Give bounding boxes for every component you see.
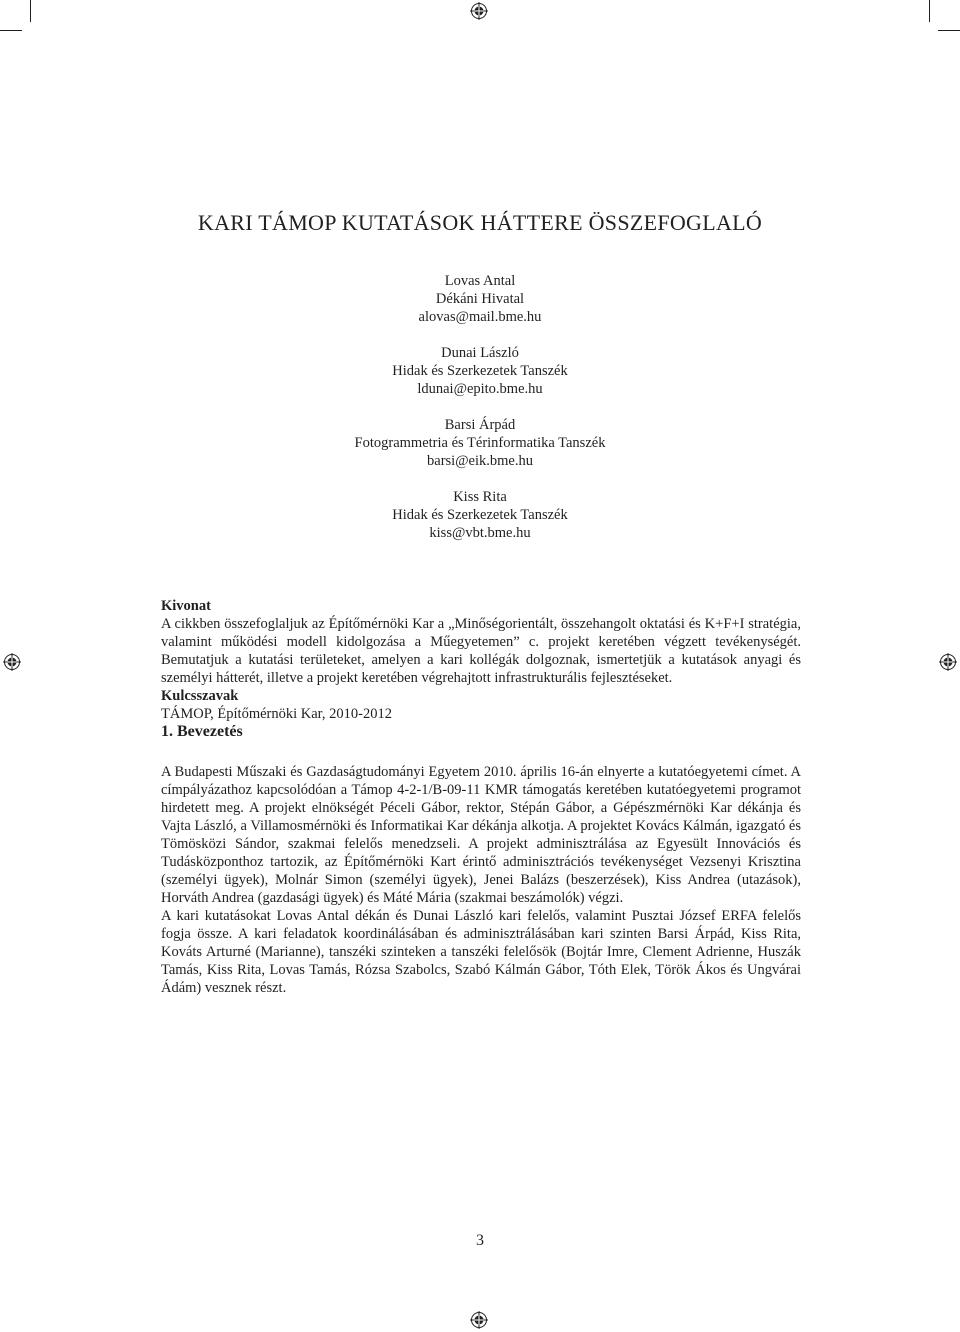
author-block bbox=[0, 344, 960, 398]
author-affiliation: Hidak és Szerkezetek Tanszék bbox=[392, 363, 568, 379]
paragraph: A Budapesti Műszaki és Gazdaságtudományi Egyetem 2010. április 16-án elnyerte a kutatóegyetemi címet. A címpályázathoz kapcsolódóan a Támop 4-2-1/B-09-11 KMR támogatás keretében kutatóegyetemi programot hirdetett meg. A projekt elnökségét Péceli Gábor, rektor, Stépán Gábor, a Gépészmérnöki Kar dékánja és Vajta László, a Villamosmérnöki és Informatikai Kar dékánja alkotja. A projektet Kovács Kálmán, igazgató és Tömösközi Sándor, szakmai felelős menedzseli. A projekt adminisztrálása az Egyesült Innovációs és Tudásközponthoz tartozik, az Építőmérnöki Kart érintő adminisztrációs tevékenységet Vezsenyi Krisztina (személyi ügyek), Molnár Simon (személyi ügyek), Jenei Balázs (beszerzések), Kiss Andrea (utazások), Horváth Andrea (gazdasági ügyek) és Máté Mária (szakmai beszámolók) végzi. bbox=[161, 764, 801, 906]
crop-mark bbox=[938, 30, 960, 31]
registration-mark-icon bbox=[3, 653, 21, 671]
section-heading: 1. Bevezetés bbox=[161, 723, 243, 740]
author-name: Lovas Antal bbox=[444, 273, 516, 289]
author-name: Barsi Árpád bbox=[444, 417, 516, 433]
author-name: Dunai László bbox=[441, 345, 519, 361]
crop-mark bbox=[0, 30, 22, 31]
abstract-heading: Kivonat bbox=[161, 598, 211, 614]
author-affiliation: Hidak és Szerkezetek Tanszék bbox=[392, 507, 568, 523]
crop-mark bbox=[30, 0, 31, 22]
author-email: ldunai@epito.bme.hu bbox=[417, 381, 543, 397]
section-body bbox=[161, 763, 801, 997]
main-content bbox=[161, 597, 801, 997]
author-email: kiss@vbt.bme.hu bbox=[429, 525, 531, 541]
registration-mark-icon bbox=[470, 1311, 488, 1329]
paragraph: A kari kutatásokat Lovas Antal dékán és Dunai László kari felelős, valamint Pusztai József ERFA felelős fogja össze. A kari feladatok koordinálásában és adminisztrálásában kari szinten Barsi Árpád, Kiss Rita, Kováts Arturné (Marianne), tanszéki szinteken a tanszéki felelősök (Bojtár Imre, Clement Adrienne, Huszák Tamás, Kiss Rita, Lovas Tamás, Rózsa Szabolcs, Szabó Kálmán Gábor, Tóth Elek, Török Ákos és Ungvárai Ádám) vesznek részt. bbox=[161, 908, 801, 996]
registration-mark-icon bbox=[939, 653, 957, 671]
page-title: KARI TÁMOP KUTATÁSOK HÁTTERE ÖSSZEFOGLALÓ bbox=[197, 210, 763, 235]
crop-mark bbox=[929, 0, 930, 22]
registration-mark-icon bbox=[470, 2, 488, 20]
abstract-text: A cikkben összefoglaljuk az Építőmérnöki Kar a „Minőségorientált, összehangolt oktatási és K+F+I stratégia, valamint működési modell kidolgozása a Műegyetemen” c. projekt keretében végzett tevékenységét. Bemutatjuk a kutatási területeket, amelyen a kari kollégák dolgoznak, ismertetjük a kutatások anyagi és személyi hátterét, illetve a projekt keretében végrehajtott infrastrukturális fejlesztéseket. bbox=[161, 616, 801, 686]
page-number: 3 bbox=[476, 1232, 484, 1249]
author-block bbox=[0, 416, 960, 470]
keywords-heading: Kulcsszavak bbox=[161, 688, 239, 704]
author-block bbox=[0, 272, 960, 326]
author-email: alovas@mail.bme.hu bbox=[418, 309, 542, 325]
author-affiliation: Dékáni Hivatal bbox=[435, 291, 525, 307]
author-email: barsi@eik.bme.hu bbox=[427, 453, 533, 469]
keywords-text: TÁMOP, Építőmérnöki Kar, 2010-2012 bbox=[161, 706, 392, 722]
author-affiliation: Fotogrammetria és Térinformatika Tanszék bbox=[354, 435, 606, 451]
author-name: Kiss Rita bbox=[453, 489, 507, 505]
author-list bbox=[0, 272, 960, 560]
author-block bbox=[0, 488, 960, 542]
